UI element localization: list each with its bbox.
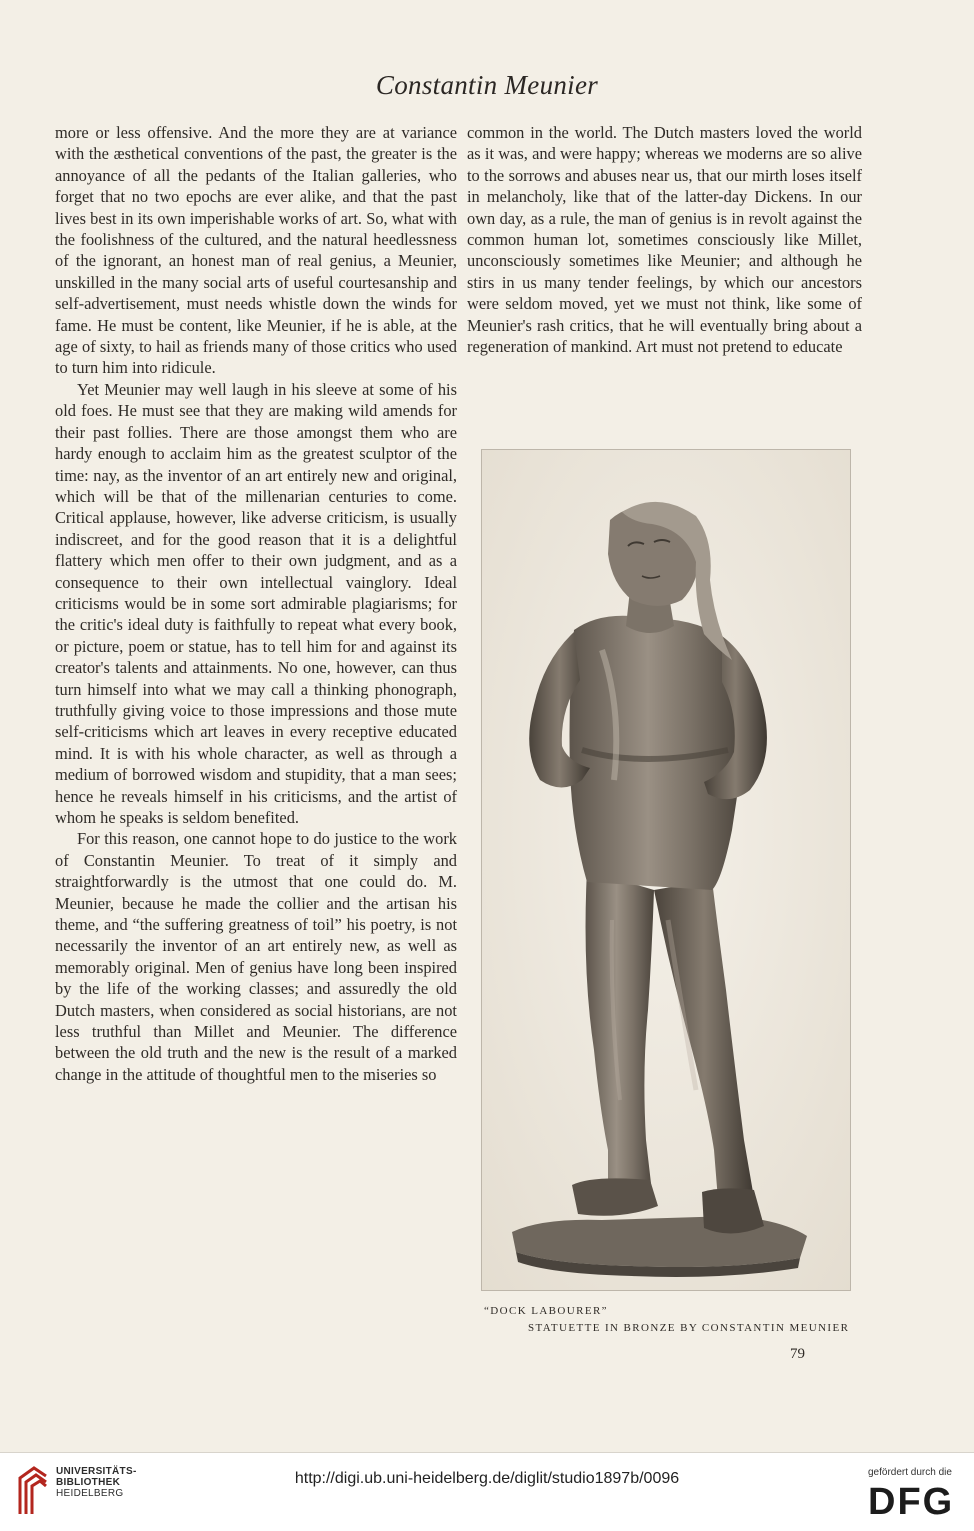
page-number: 79 [790, 1346, 805, 1362]
paragraph: common in the world. The Dutch masters loved the world as it was, and were happy; whereas we moderns are so alive to the sorrows and abuses near us, that our mirth loses itself in melancholy, like that of the latter-day Dickens. In our own day, as a rule, the man of genius is in revolt against the common human lot, sometimes consciously like Millet, unconsciously sometimes like Meunier; and although he stirs in us many tender feelings, by which our ancestors were seldom moved, yet we must not think, like some of Meunier's rash critics, that he will eventually bring about a regeneration of mankind. Art must not pretend to educate [467, 123, 862, 357]
source-url-link[interactable]: http://digi.ub.uni-heidelberg.de/diglit/studio1897b/0096 [294, 1470, 680, 1487]
running-title: Constantin Meunier [375, 70, 599, 100]
institution-line: UNIVERSITÄTS- [56, 1466, 137, 1477]
paragraph: For this reason, one cannot hope to do justice to the work of Constantin Meunier. To treat of it simply and straightforwardly is the utmost that one could do. M. Meunier, because he made the collier and the artisan his theme, and “the suffering greatness of toil” his poetry, is not necessarily the inventor of an art entirely new, as well as memorably original. Men of genius have long been inspired by the life of the working classes; and assuredly the old Dutch masters, when considered as social historians, are not less truthful than Millet and Meunier. The difference between the old truth and the new is the result of a marked change in the attitude of thoughtful men to the miseries so [55, 829, 457, 1084]
left-column [55, 122, 457, 1085]
figure-caption-subtitle: STATUETTE IN BRONZE BY CONSTANTIN MEUNIER [528, 1322, 850, 1334]
paragraph: Yet Meunier may well laugh in his sleeve at some of his old foes. He must see that they are making wild amends for their past follies. There are those amongst them who are hardy enough to acclaim him as the greatest sculptor of the time: nay, as the inventor of an art entirely new and original, which will be that of the millenarian centuries to come. Critical applause, however, like adverse criticism, is usually indiscreet, and for the good reason that it is a delightful flattery which men offer to their own judgment, and as a consequence to their own intellectual vainglory. Ideal criticisms would be in some sort admirable plagiarisms; for the critic's ideal duty is faithfully to repeat what every book, or picture, poem or statue, has to tell him for and against its creator's talents and attainments. No one, however, can thus turn himself into what we may call a thinking phonograph, truthfully giving voice to those impressions and those mute self-criticisms which art leaves in every receptive educated mind. It is with his whole character, as well as through a medium of borrowed wisdom and stupidity, that a man sees; hence he reveals himself in his criticisms, and the artist of whom he speaks is seldom benefited. [55, 379, 457, 827]
institution-line: HEIDELBERG [56, 1488, 124, 1499]
digitization-footer [0, 1452, 974, 1531]
dock-labourer-statue-image [482, 450, 850, 1290]
right-column [467, 122, 862, 357]
funded-by-label: gefördert durch die [868, 1467, 952, 1478]
paragraph: more or less offensive. And the more they are at variance with the æsthetical conventions of the past, the greater is the annoyance of all the pedants of the Italian galleries, who forget that no two epochs are ever alike, and that the past lives best in its own imperishable works of art. So, what with the foolishness of the cultured, and the natural heedlessness of the ignorant, an honest man of real genius, a Meunier, unskilled in the many social arts of useful courtesanship and self-advertisement, must needs whistle down the winds for fame. He must be content, like Meunier, if he is able, at the age of sixty, to hail as friends many of those critics who used to turn him into ridicule. [55, 123, 457, 378]
statuette-photograph [481, 449, 851, 1291]
dfg-logo: DFG [868, 1481, 955, 1523]
institution-line: BIBLIOTHEK [56, 1477, 121, 1488]
figure-caption-title: “DOCK LABOURER” [484, 1305, 608, 1317]
